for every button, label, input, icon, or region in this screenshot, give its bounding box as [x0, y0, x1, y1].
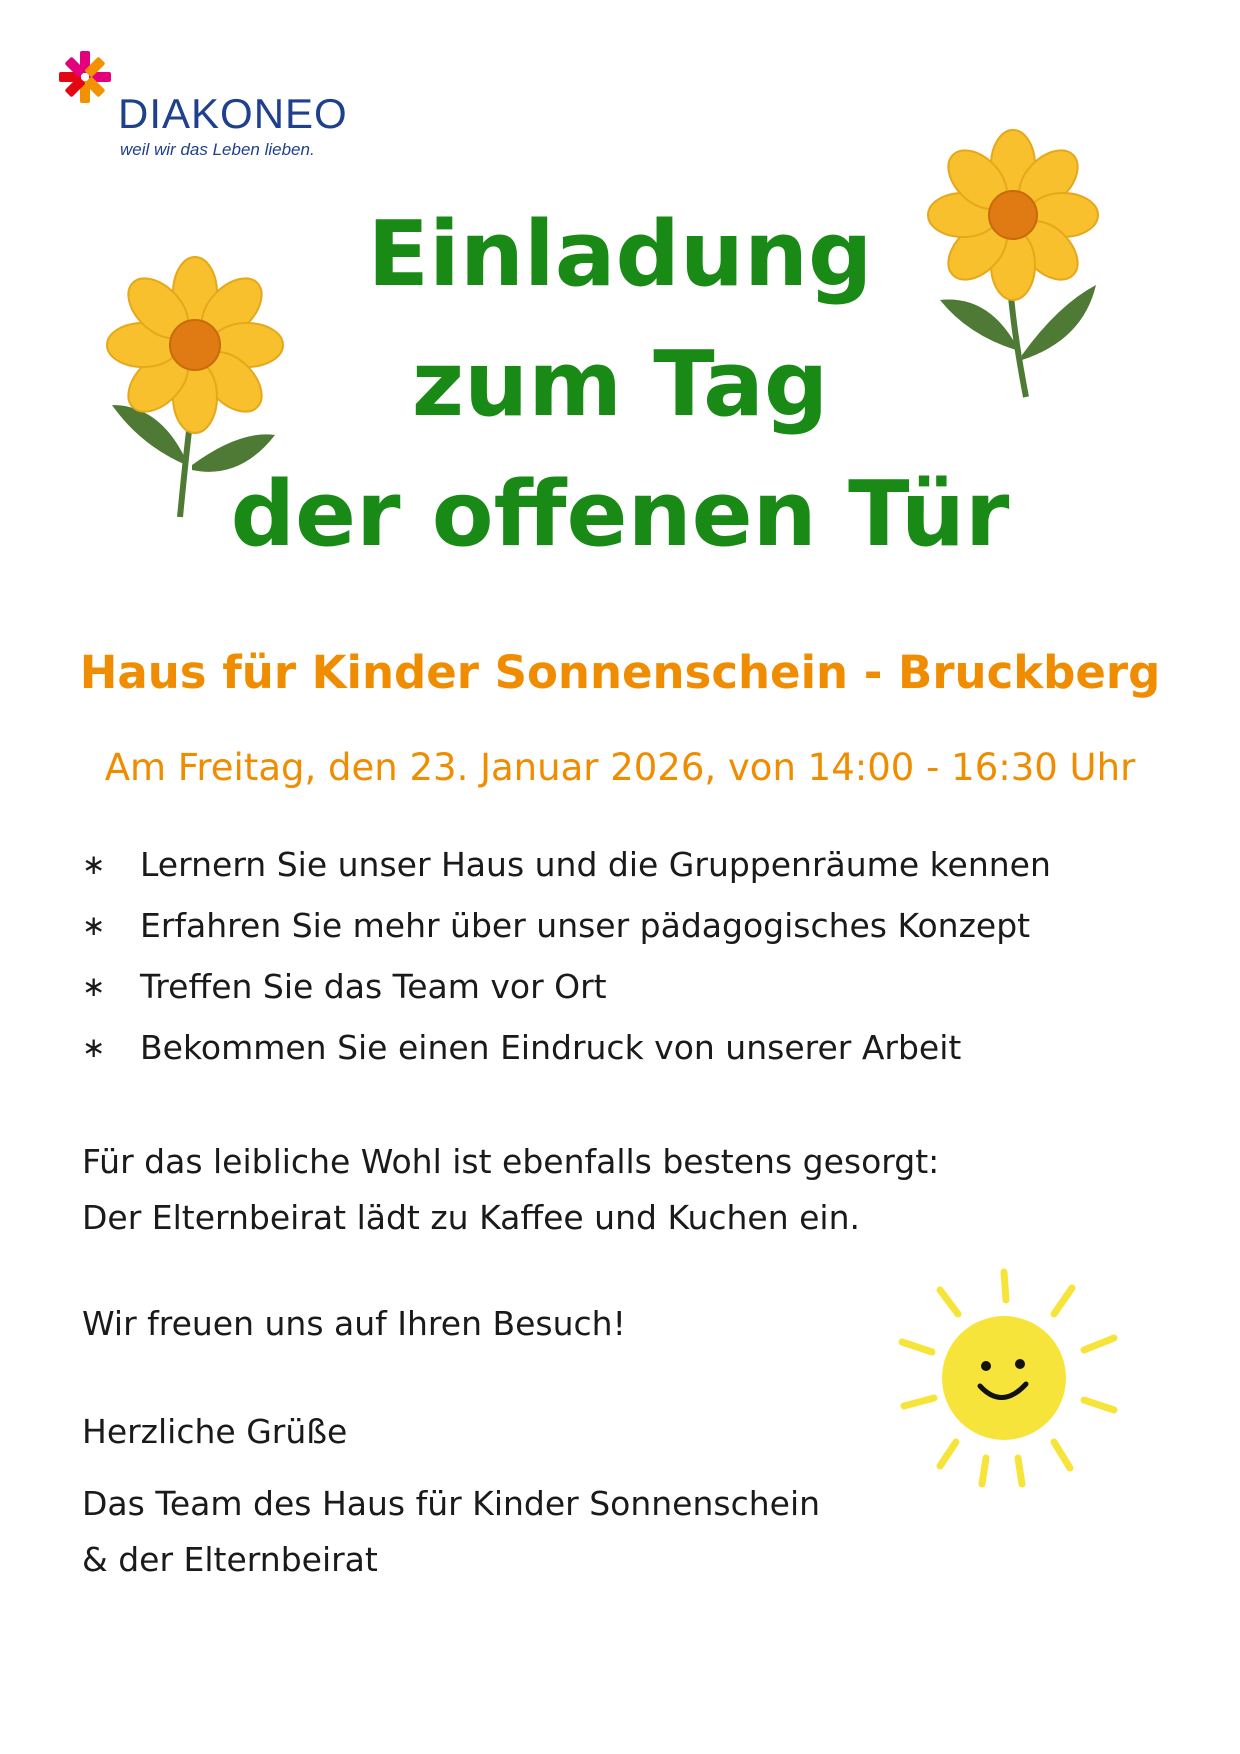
signature [82, 1476, 820, 1588]
list-item [82, 834, 1142, 895]
date-line: Am Freitag, den 23. Januar 2026, von 14:00 - 16:30 Uhr [104, 746, 1136, 789]
list-item-text: Treffen Sie das Team vor Ort [140, 967, 607, 1006]
greeting-text: Herzliche Grüße [82, 1412, 348, 1451]
list-item-text: Bekommen Sie einen Eindruck von unserer Arbeit [140, 1028, 962, 1067]
catering-paragraph [82, 1134, 939, 1246]
title-line-3: der offenen Tür [230, 462, 1010, 567]
list-item [82, 956, 1142, 1017]
closing-text: Wir freuen uns auf Ihren Besuch! [82, 1304, 626, 1343]
asterisk-icon: ∗ [82, 909, 106, 942]
page-title [150, 190, 1090, 580]
bullet-list [82, 834, 1142, 1078]
title-line-2: zum Tag [411, 332, 829, 437]
logo-wordmark: DIAKONEO [118, 90, 348, 137]
asterisk-icon: ∗ [82, 970, 106, 1003]
asterisk-icon: ∗ [82, 1031, 106, 1064]
catering-line-2: Der Elternbeirat lädt zu Kaffee und Kuchen ein. [82, 1198, 860, 1237]
list-item-text: Lernern Sie unser Haus und die Gruppenräume kennen [140, 845, 1051, 884]
signature-line-2: & der Elternbeirat [82, 1540, 378, 1579]
asterisk-icon: ∗ [82, 848, 106, 881]
logo-tagline: weil wir das Leben lieben. [120, 140, 315, 159]
subtitle: Haus für Kinder Sonnenschein - Bruckberg [79, 646, 1161, 699]
signature-line-1: Das Team des Haus für Kinder Sonnenschein [82, 1484, 821, 1523]
list-item [82, 1017, 1142, 1078]
logo-star-icon [58, 50, 112, 104]
smiling-sun-icon [900, 1270, 1120, 1490]
catering-line-1: Für das leibliche Wohl ist ebenfalls bestens gesorgt: [82, 1142, 940, 1181]
list-item-text: Erfahren Sie mehr über unser pädagogisches Konzept [140, 906, 1031, 945]
diakoneo-logo [0, 0, 360, 170]
title-line-1: Einladung [367, 202, 873, 307]
list-item [82, 895, 1142, 956]
